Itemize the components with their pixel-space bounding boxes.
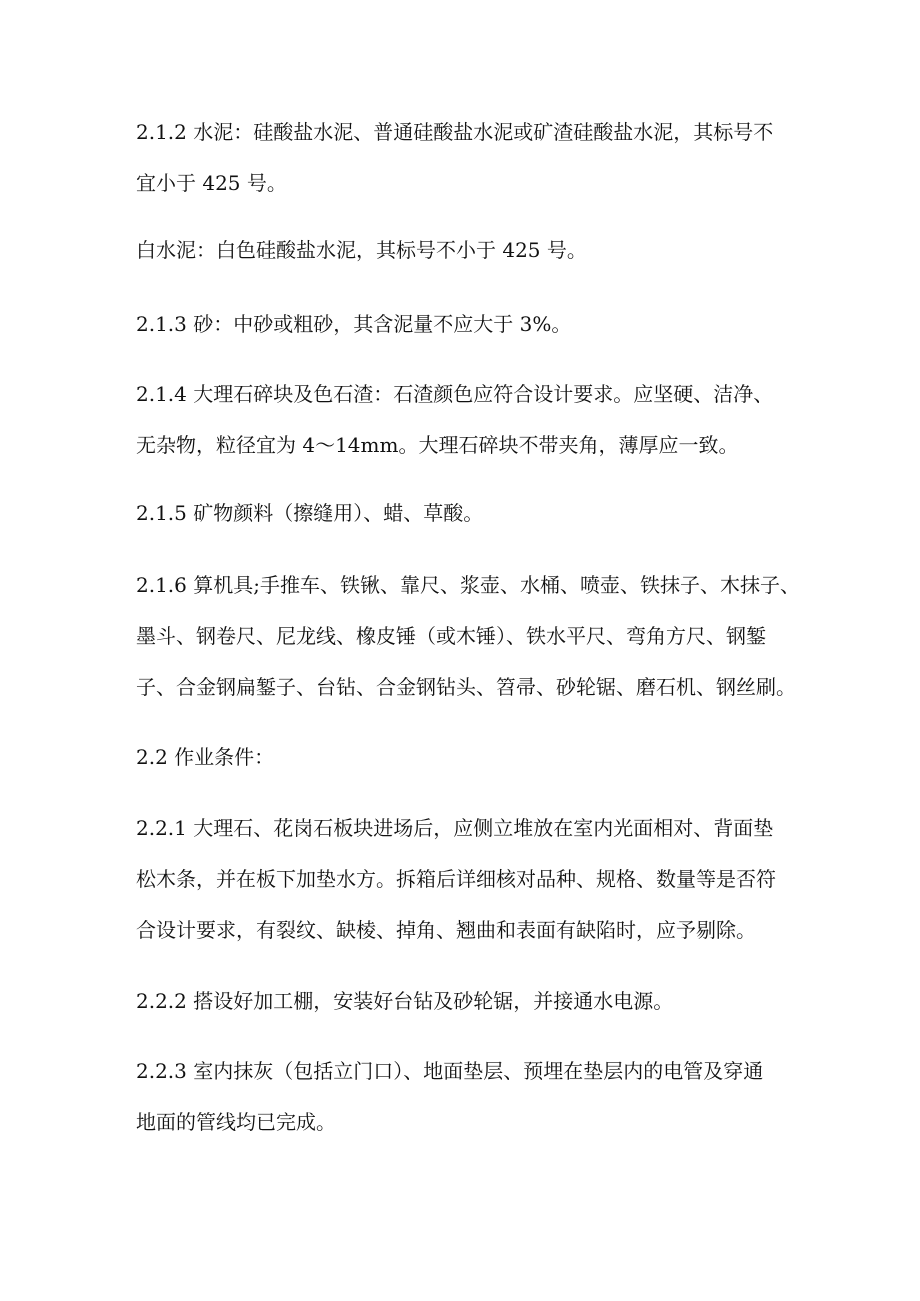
paragraph-line: 松木条，并在板下加垫水方。拆箱后详细核对品种、规格、数量等是否符 — [136, 867, 776, 891]
paragraph-line: 2.1.5 矿物颜料（擦缝用）、蜡、草酸。 — [136, 501, 484, 525]
paragraph-line: 2.1.2 水泥：硅酸盐水泥、普通硅酸盐水泥或矿渣硅酸盐水泥，其标号不 — [136, 120, 774, 144]
paragraph-line: 合设计要求，有裂纹、缺棱、掉角、翘曲和表面有缺陷时，应予剔除。 — [136, 918, 756, 942]
paragraph-line: 子、合金钢扁錾子、台钻、合金钢钻头、笤帚、砂轮锯、磨石机、钢丝刷。 — [136, 675, 796, 699]
paragraph-line: 白水泥：白色硅酸盐水泥，其标号不小于 425 号。 — [136, 238, 587, 262]
paragraph-line: 地面的管线均已完成。 — [136, 1110, 336, 1134]
paragraph-2-1-3 — [136, 299, 816, 350]
paragraph-line: 2.2.3 室内抹灰（包括立门口）、地面垫层、预埋在垫层内的电管及穿通 — [136, 1059, 764, 1083]
paragraph-line: 宜小于 425 号。 — [136, 171, 287, 195]
paragraph-2-1-5 — [136, 488, 816, 539]
paragraph-line: 墨斗、钢卷尺、尼龙线、橡皮锤（或木锤）、铁水平尺、弯角方尺、钢錾 — [136, 624, 766, 648]
paragraph-2-1-4 — [136, 369, 816, 471]
paragraph-line: 2.1.3 砂：中砂或粗砂，其含泥量不应大于 3%。 — [136, 312, 572, 336]
paragraph-line: 2.2.1 大理石、花岗石板块进场后，应侧立堆放在室内光面相对、背面垫 — [136, 816, 774, 840]
paragraph-line: 无杂物，粒径宜为 4～14mm。大理石碎块不带夹角，薄厚应一致。 — [136, 433, 739, 457]
paragraph-2-1-2 — [136, 107, 816, 209]
paragraph-2-2-3 — [136, 1046, 816, 1148]
paragraph-2-1-6 — [136, 560, 816, 713]
paragraph-line: 2.2.2 搭设好加工棚，安装好台钻及砂轮锯，并接通水电源。 — [136, 989, 674, 1013]
paragraph-line: 2.1.6 算机具;手推车、铁锹、靠尺、浆壶、水桶、喷壶、铁抹子、木抹子、 — [136, 573, 800, 597]
paragraph-line: 2.2 作业条件： — [136, 745, 275, 769]
paragraph-white-cement — [136, 225, 816, 276]
section-heading-2-2 — [136, 732, 816, 783]
paragraph-line: 2.1.4 大理石碎块及色石渣：石渣颜色应符合设计要求。应坚硬、洁净、 — [136, 382, 774, 406]
paragraph-2-2-1 — [136, 803, 816, 956]
paragraph-2-2-2 — [136, 976, 816, 1027]
